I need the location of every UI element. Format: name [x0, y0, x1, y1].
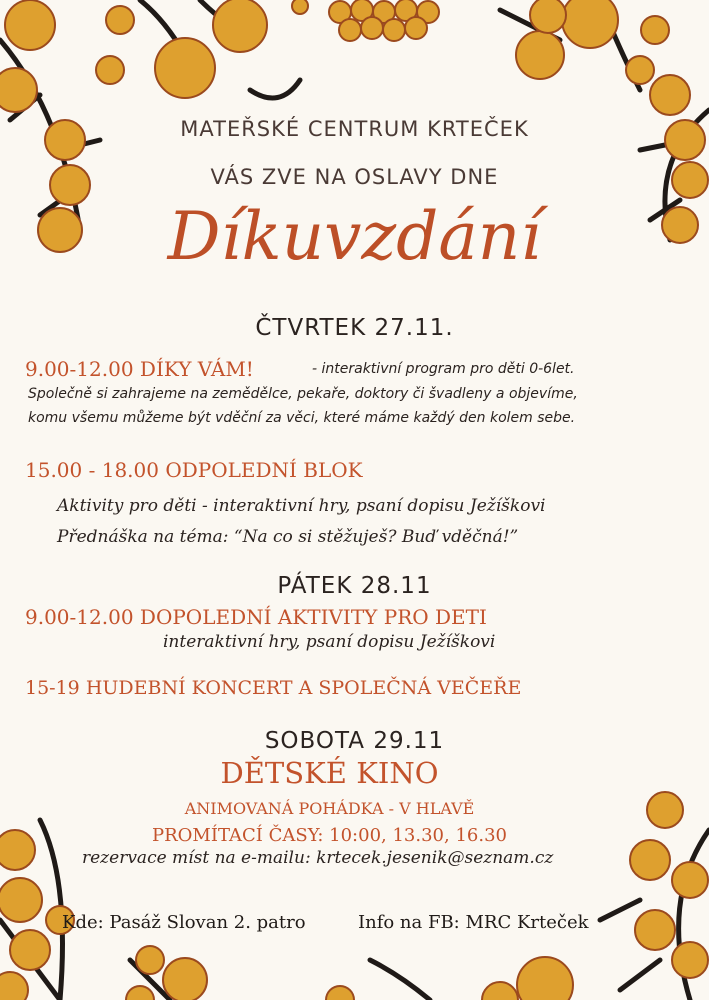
event-title: Díkuvzdání: [167, 198, 542, 275]
thursday-block1-line3: komu všemu můžeme být vděční za věci, které máme každý den kolem sebe.: [28, 410, 576, 426]
thursday-heading: ČTVRTEK 27.11.: [255, 315, 454, 341]
invitation-line: VÁS ZVE NA OSLAVY DNE: [210, 165, 499, 189]
thursday-block2-time: 15.00 - 18.00 ODPOLEDNÍ BLOK: [25, 458, 363, 482]
thursday-block1-line2: Společně si zahrajeme na zemědělce, pekaře, doktory či švadleny a objevíme,: [28, 386, 578, 402]
kino-film: ANIMOVANÁ POHÁDKA - V HLAVĚ: [184, 799, 475, 818]
thursday-block1-time: 9.00-12.00 DÍKY VÁM!: [25, 357, 254, 381]
kino-title: DĚTSKÉ KINO: [220, 756, 439, 790]
thursday-block1-desc: - interaktivní program pro děti 0-6let.: [312, 361, 575, 377]
friday-block1-time: 9.00-12.00 DOPOLEDNÍ AKTIVITY PRO DETI: [25, 605, 487, 629]
organizer-line: MATEŘSKÉ CENTRUM KRTEČEK: [180, 117, 529, 141]
friday-block1-line1: interaktivní hry, psaní dopisu Ježíškovi: [163, 632, 496, 652]
friday-heading: PÁTEK 28.11: [277, 573, 432, 599]
facebook-info: Info na FB: MRC Krteček: [358, 912, 589, 933]
location: Kde: Pasáž Slovan 2. patro: [62, 912, 306, 933]
kino-times: PROMÍTACÍ ČASY: 10:00, 13.30, 16.30: [152, 825, 507, 846]
saturday-heading: SOBOTA 29.11: [264, 728, 445, 754]
reservation-info: rezervace míst na e-mailu: krtecek.jesenik@seznam.cz: [82, 848, 554, 868]
thursday-block2-line2: Přednáška na téma: “Na co si stěžuješ? Buď vděčná!”: [57, 527, 519, 547]
thursday-block2-line1: Aktivity pro děti - interaktivní hry, psaní dopisu Ježíškovi: [57, 496, 546, 516]
friday-block2: 15-19 HUDEBNÍ KONCERT A SPOLEČNÁ VEČEŘE: [25, 677, 522, 699]
